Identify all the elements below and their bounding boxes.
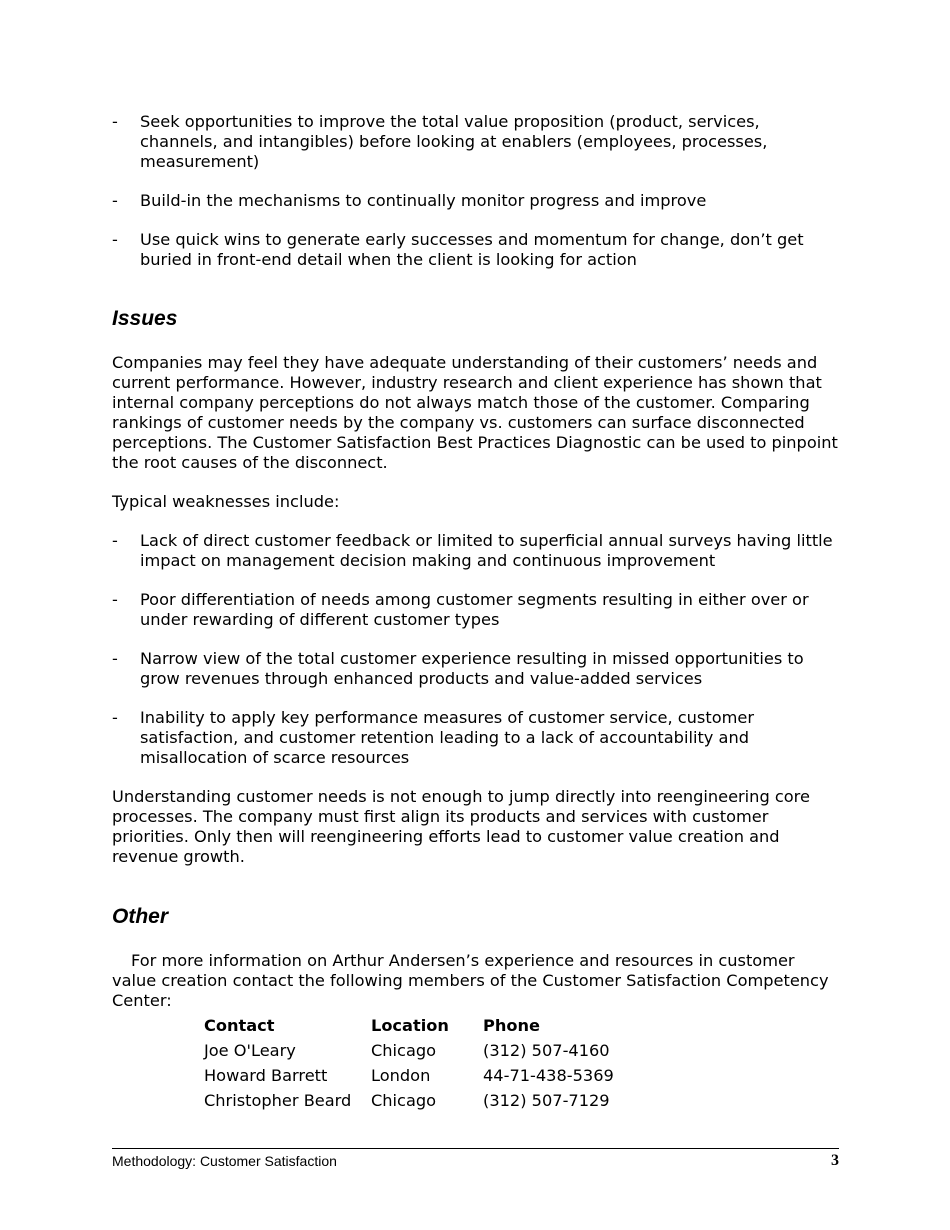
column-header-phone: Phone bbox=[483, 1016, 541, 1035]
table-row bbox=[204, 1038, 614, 1063]
list-item bbox=[112, 590, 839, 630]
other-paragraph: For more information on Arthur Andersen’s experience and resources in customer value creation contact the following members of the Customer Satisfaction Competency Center: bbox=[112, 951, 829, 1010]
intro-bullet-list bbox=[112, 112, 839, 270]
bullet-text: Lack of direct customer feedback or limited to superficial annual surveys having little impact on management decision making and continuous improvement bbox=[140, 531, 833, 570]
weaknesses-list bbox=[112, 531, 839, 768]
contact-location: Chicago bbox=[371, 1091, 437, 1110]
list-item bbox=[112, 191, 839, 211]
bullet-text: Poor differentiation of needs among customer segments resulting in either over or under rewarding of different customer types bbox=[140, 590, 809, 629]
bullet-dash: - bbox=[112, 531, 118, 550]
bullet-dash: - bbox=[112, 649, 118, 668]
bullet-text: Use quick wins to generate early successes and momentum for change, don’t get buried in front-end detail when the client is looking for action bbox=[140, 230, 804, 269]
contact-location: London bbox=[371, 1066, 431, 1085]
list-item bbox=[112, 531, 839, 571]
footer-title: Methodology: Customer Satisfaction bbox=[112, 1153, 337, 1169]
bullet-text: Build-in the mechanisms to continually monitor progress and improve bbox=[140, 191, 707, 210]
bullet-text: Seek opportunities to improve the total value proposition (product, services, channels, and intangibles) before looking at enablers (employees, processes, measurement) bbox=[140, 112, 768, 171]
bullet-dash: - bbox=[112, 112, 118, 131]
page-content bbox=[112, 112, 839, 1113]
bullet-text: Inability to apply key performance measures of customer service, customer satisfaction, and customer retention leading to a lack of accountability and misallocation of scarce resources bbox=[140, 708, 754, 767]
list-item bbox=[112, 708, 839, 768]
contact-name: Howard Barrett bbox=[204, 1066, 328, 1085]
page-footer bbox=[112, 1148, 839, 1171]
contact-phone: (312) 507-4160 bbox=[483, 1041, 610, 1060]
issues-paragraph: Companies may feel they have adequate understanding of their customers’ needs and current performance. However, industry research and client experience has shown that internal company perceptions do not always match those of the customer. Comparing rankings of customer needs by the company vs. customers can surface disconnected perceptions. The Customer Satisfaction Best Practices Diagnostic can be used to pinpoint the root causes of the disconnect. bbox=[112, 353, 838, 472]
contact-phone: (312) 507-7129 bbox=[483, 1091, 610, 1110]
issues-heading: Issues bbox=[112, 307, 178, 330]
list-item bbox=[112, 112, 839, 172]
list-item bbox=[112, 649, 839, 689]
bullet-text: Narrow view of the total customer experience resulting in missed opportunities to grow revenues through enhanced products and value-added services bbox=[140, 649, 804, 688]
column-header-location: Location bbox=[371, 1016, 449, 1035]
bullet-dash: - bbox=[112, 230, 118, 249]
bullet-dash: - bbox=[112, 708, 118, 727]
column-header-contact: Contact bbox=[204, 1016, 275, 1035]
bullet-dash: - bbox=[112, 590, 118, 609]
list-item bbox=[112, 230, 839, 270]
table-row bbox=[204, 1063, 614, 1088]
contact-phone: 44-71-438-5369 bbox=[483, 1066, 614, 1085]
table-row bbox=[204, 1088, 614, 1113]
issues-conclusion: Understanding customer needs is not enough to jump directly into reengineering core processes. The company must first align its products and services with customer priorities. Only then will reengineering efforts lead to customer value creation and revenue growth. bbox=[112, 787, 810, 866]
contacts-table bbox=[204, 1013, 614, 1113]
bullet-dash: - bbox=[112, 191, 118, 210]
contact-name: Christopher Beard bbox=[204, 1091, 352, 1110]
contact-location: Chicago bbox=[371, 1041, 437, 1060]
table-header-row bbox=[204, 1013, 614, 1038]
contact-name: Joe O'Leary bbox=[204, 1041, 296, 1060]
weaknesses-intro: Typical weaknesses include: bbox=[112, 492, 340, 511]
other-heading: Other bbox=[112, 905, 169, 928]
page-number: 3 bbox=[831, 1152, 839, 1169]
